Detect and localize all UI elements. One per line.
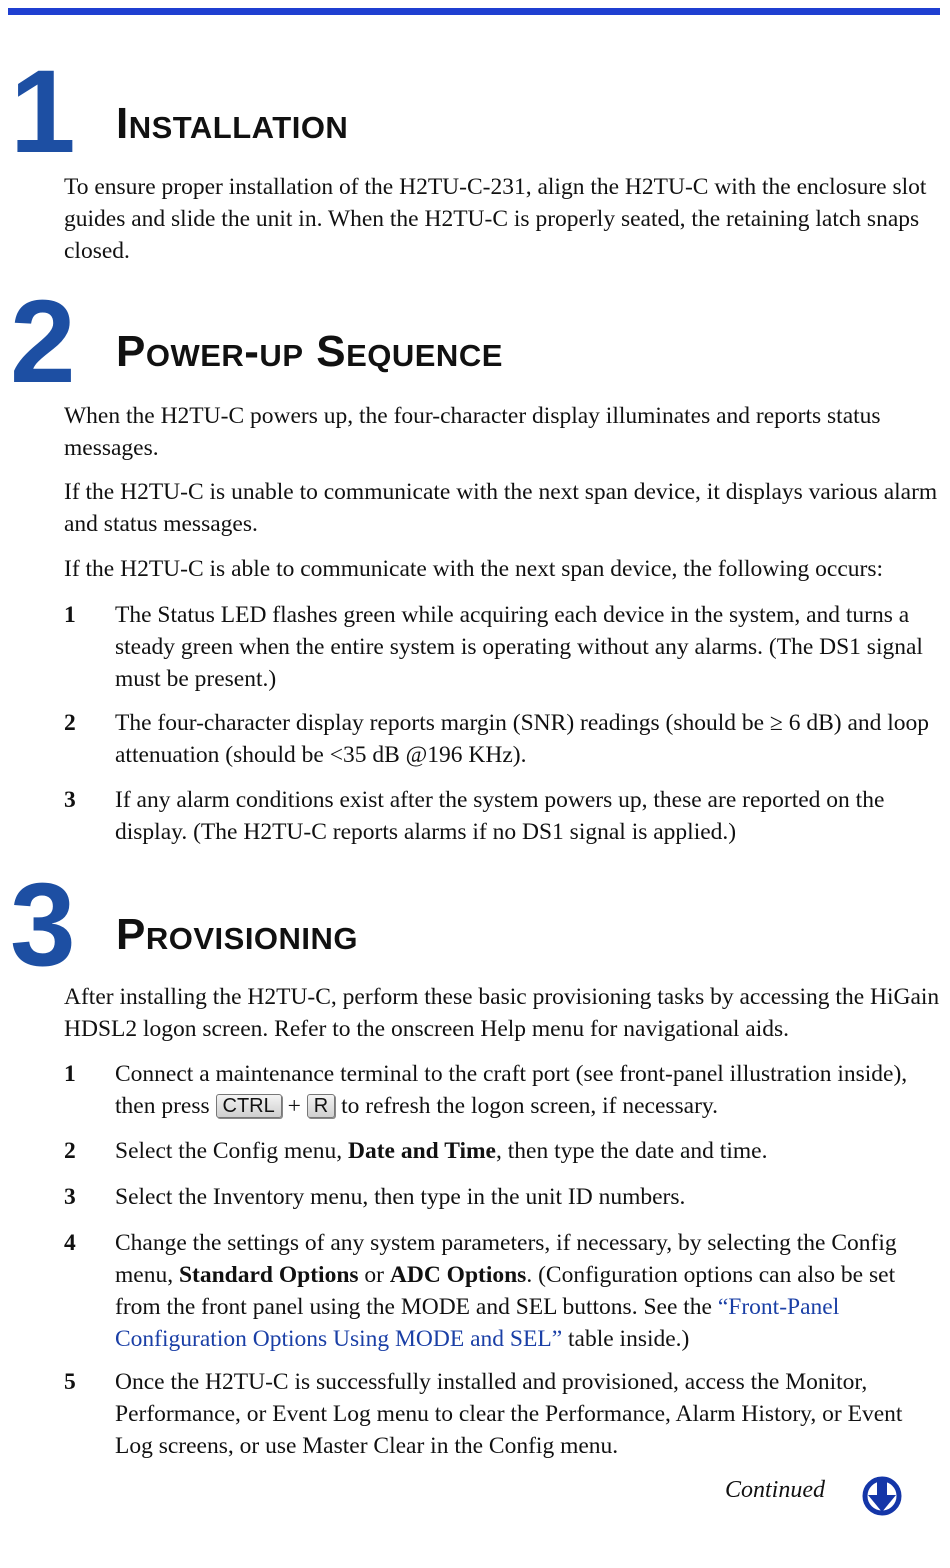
section-number: 3 [10, 859, 70, 991]
r-key: R [307, 1094, 335, 1118]
step-number: 2 [64, 710, 76, 736]
step-number: 5 [64, 1369, 76, 1395]
paragraph: When the H2TU-C powers up, the four-character display illuminates and reports status messages. [64, 403, 881, 461]
step-number: 1 [64, 602, 76, 628]
step-text-part: to refresh the logon screen, if necessary. [341, 1093, 719, 1119]
step-text-part: . (Configuration options can also be set from the front panel using the MODE and SEL buttons. See the [115, 1262, 896, 1320]
down-arrow-circle-icon[interactable] [862, 1475, 902, 1517]
step-text: Select the Inventory menu, then type in the unit ID numbers. [115, 1184, 686, 1210]
step-text: The four-character display reports margin (SNR) readings (should be ≥ 6 dB) and loop attenuation (should be <35 dB @196 KHz). [115, 710, 930, 768]
paragraph: If the H2TU-C is unable to communicate with the next span device, it displays various alarm and status messages. [64, 479, 938, 537]
step-text: The Status LED flashes green while acquiring each device in the system, and turns a steady green when the entire system is operating without any alarms. (The DS1 signal must be present.) [115, 602, 923, 692]
paragraph: To ensure proper installation of the H2TU-C-231, align the H2TU-C with the enclosure slot guides and slide the unit in. When the H2TU-C is properly seated, the retaining latch snaps closed. [64, 174, 927, 264]
section-title: Installation [116, 99, 349, 148]
bold-term: Date and Time [348, 1138, 496, 1164]
step-text: Once the H2TU-C is successfully installed and provisioned, access the Monitor, Performance, or Event Log menu to clear the Performance, Alarm History, or Event Log screens, or use Master Clear in the Config menu. [115, 1369, 903, 1459]
step-number: 4 [64, 1230, 76, 1256]
step-text-part: or [364, 1262, 384, 1288]
step-text-part: Change the settings of any system parameters, if necessary, by selecting the Config menu, [115, 1230, 897, 1288]
section-title: Provisioning [116, 910, 359, 959]
step-number: 3 [64, 1184, 76, 1210]
step-text-part: Connect a maintenance terminal to the craft port (see front-panel illustration inside), then press [115, 1061, 908, 1119]
step-number: 2 [64, 1138, 76, 1164]
section-title: Power-up Sequence [116, 327, 503, 376]
step-text-part: table inside.) [568, 1326, 690, 1352]
bold-term: ADC Options [389, 1262, 527, 1288]
step-number: 3 [64, 787, 76, 813]
paragraph: If the H2TU-C is able to communicate with the next span device, the following occurs: [64, 556, 884, 582]
section-number: 1 [10, 46, 70, 178]
plus-sign: + [287, 1093, 301, 1119]
step-number: 1 [64, 1061, 76, 1087]
step-text [115, 1058, 945, 1122]
step-text-part: , then type the date and time. [495, 1138, 768, 1164]
step-text [115, 1135, 945, 1167]
step-text: If any alarm conditions exist after the system powers up, these are reported on the display. (The H2TU-C reports alarms if no DS1 signal is applied.) [115, 787, 885, 845]
step-text [115, 1227, 945, 1355]
step-text-part: Select the Config menu, [115, 1138, 343, 1164]
table-reference-link[interactable]: “Front-Panel Configuration Options Using MODE and SEL” [115, 1294, 840, 1352]
paragraph: After installing the H2TU-C, perform these basic provisioning tasks by accessing the HiGain HDSL2 logon screen. Refer to the onscreen Help menu for navigational aids. [64, 984, 940, 1042]
section-number: 2 [10, 276, 70, 408]
bold-term: Standard Options [178, 1262, 359, 1288]
ctrl-key: CTRL [216, 1094, 282, 1118]
top-accent-bar [8, 8, 940, 15]
continued-label: Continued [725, 1477, 825, 1503]
